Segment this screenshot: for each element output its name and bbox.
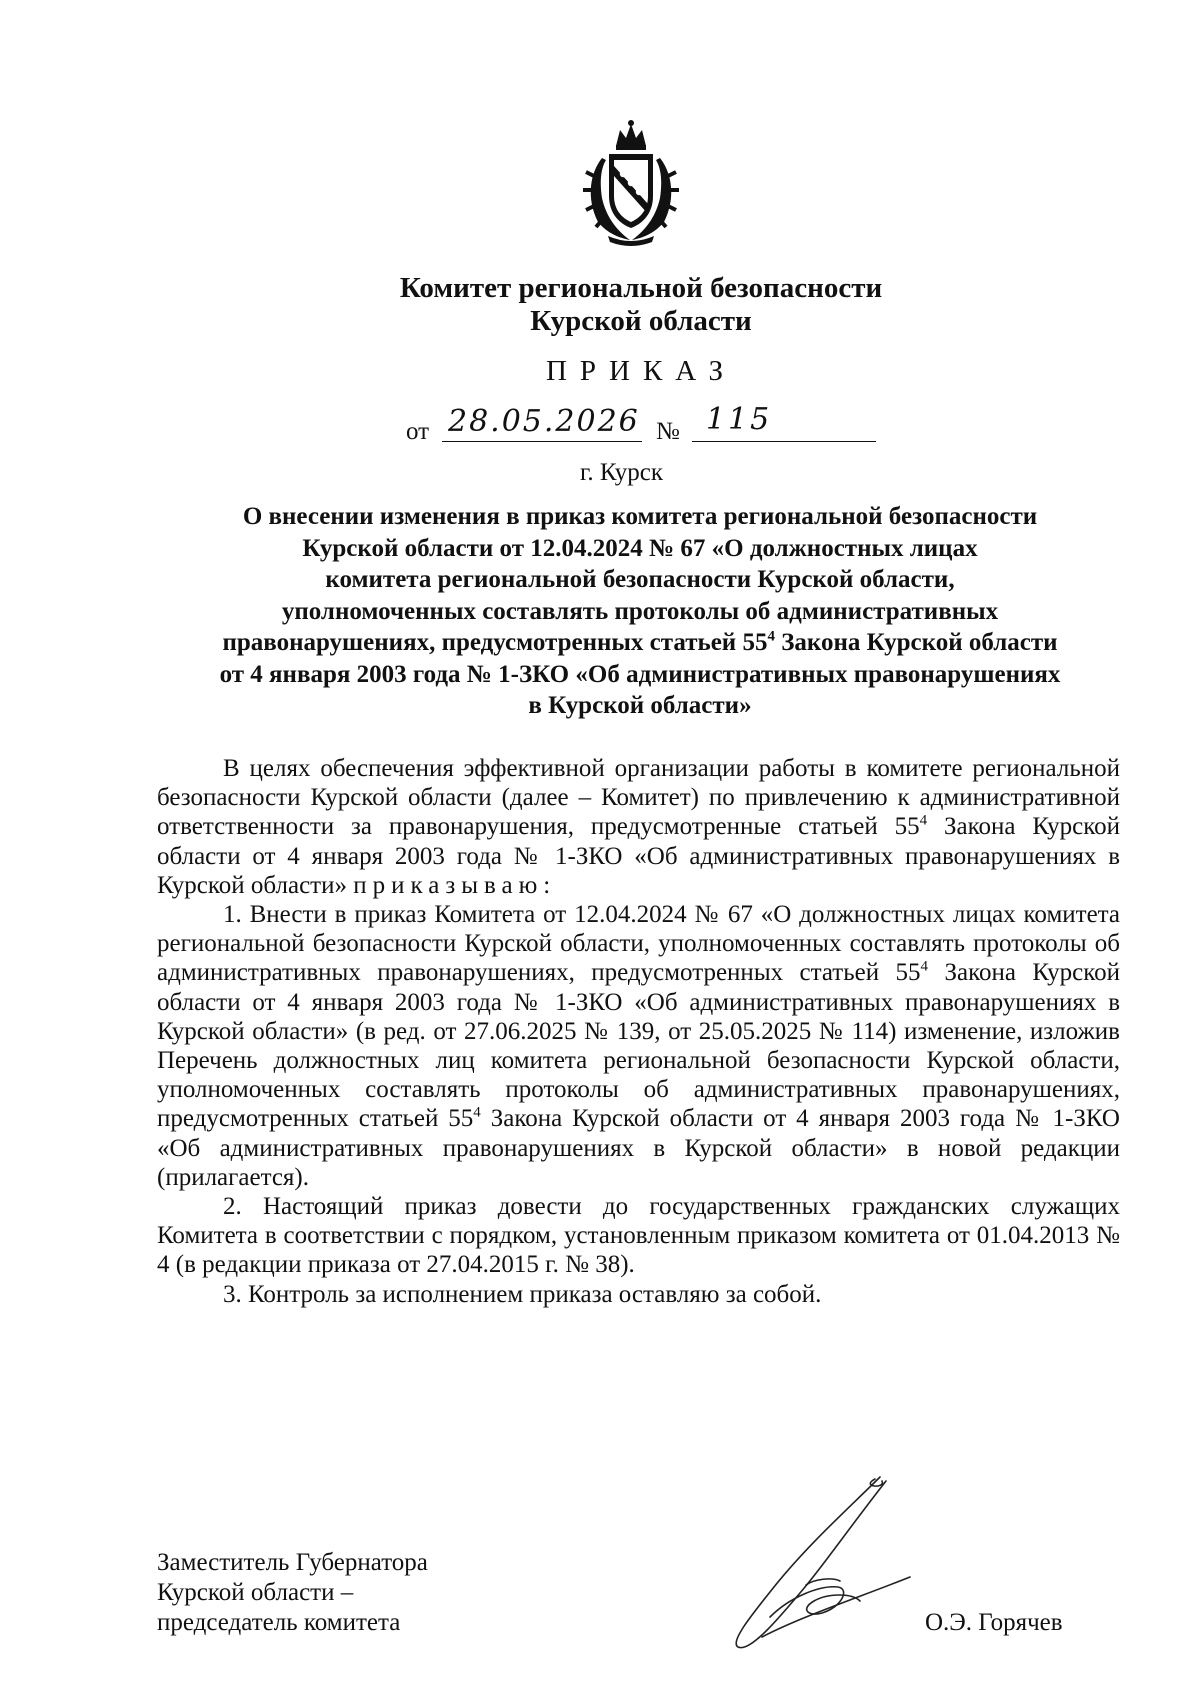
text-segment: В целях обеспечения эффективной организации работы в комитете региональной безопасности Курской области (далее – Комитет) по привлечению к административной ответственности за правонарушения, предусмотренные статьей 55 [157, 755, 1120, 841]
item-1-paragraph [157, 900, 1120, 1192]
title-line [170, 627, 1110, 659]
number-label: № [656, 418, 680, 445]
handwritten-number: 115 [706, 402, 773, 437]
handwritten-date: 28.05.2026 [448, 404, 640, 439]
text-segment: Закона Курской области от 4 января 2003 года № 1-ЗКО «Об административных правонарушениях в Курской области» [157, 813, 1120, 899]
document-type: ПРИКАЗ [545, 355, 737, 387]
organization-region: Курской области [530, 305, 752, 337]
item-3-paragraph: 3. Контроль за исполнением приказа оставляю за собой. [223, 1280, 822, 1308]
title-line-part: правонарушениях, предусмотренных статьей 55 [222, 629, 768, 656]
date-underline [442, 441, 642, 442]
signer-position [157, 1548, 428, 1638]
document-title [170, 501, 1110, 722]
title-line-part: Закона Курской области [781, 629, 1058, 656]
superscript: 4 [473, 1105, 481, 1122]
signer-position-line: председатель комитета [157, 1609, 401, 1636]
text-segment: 1. Внести в приказ Комитета от 12.04.2024 № 67 «О должностных лицах комитета региональной безопасности Курской области, уполномоченных составлять протоколы об административных правонарушениях, предусмотренных статьей 55 [157, 901, 1120, 987]
title-line: уполномоченных составлять протоколы об административных [281, 597, 999, 625]
text-segment: Закона Курской области от 4 января 2003 года № 1-ЗКО «Об административных правонарушениях в Курской области» (в ред. от 27.06.2025 № 139, от 25.05.2025 № 114) изменение, изложив Перечень должностных лиц комитета региональной безопасности Курской области, уполномоченных составлять протоколы об административных правонарушениях, предусмотренных статьей 55 [157, 959, 1120, 1133]
signer-position-line: Курской области – [157, 1579, 354, 1606]
item-2-paragraph: 2. Настоящий приказ довести до государственных гражданских служащих Комитета в соответствии с порядком, установленным приказом комитета от 01.04.2013 № 4 (в редакции приказа от 27.04.2015 г. № 38). [157, 1193, 1120, 1279]
document-body [157, 754, 1120, 1309]
organization-name: Комитет региональной безопасности [399, 272, 883, 304]
text-segment: Закона Курской области от 4 января 2003 года № 1-ЗКО «Об административных правонарушениях в Курской области» в новой редакции (прилагается). [157, 1105, 1120, 1191]
order-word: приказываю: [353, 871, 557, 899]
number-underline [692, 441, 876, 442]
signee-name: О.Э. Горячев [925, 1609, 1063, 1636]
date-number-line [406, 402, 876, 450]
title-line: О внесении изменения в приказ комитета региональной безопасности [242, 503, 1038, 530]
title-line: в Курской области» [528, 692, 752, 719]
superscript: 4 [919, 813, 928, 830]
title-line: от 4 января 2003 года № 1-ЗКО «Об административных правонарушениях [219, 660, 1061, 688]
title-line: комитета региональной безопасности Курской области, [325, 566, 955, 593]
title-line: Курской области от 12.04.2024 № 67 «О должностных лицах [302, 534, 978, 562]
superscript: 4 [920, 959, 929, 976]
coat-of-arms-icon [572, 118, 690, 246]
city: г. Курск [580, 459, 663, 486]
superscript: 4 [767, 628, 775, 645]
preamble-paragraph [157, 754, 1120, 900]
date-label: от [406, 418, 430, 445]
signer-position-line: Заместитель Губернатора [157, 1549, 428, 1576]
